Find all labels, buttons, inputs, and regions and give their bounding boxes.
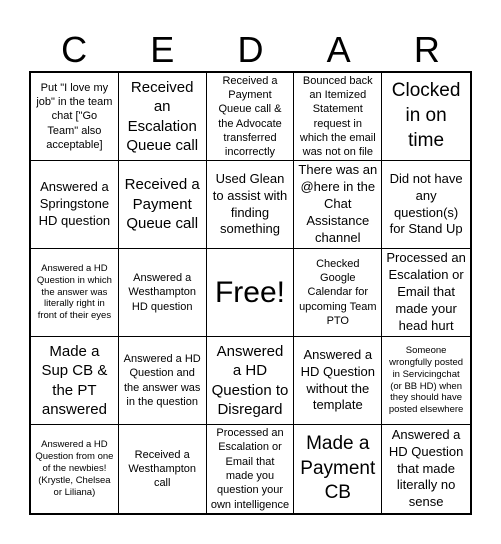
free-space-text: Free! — [214, 275, 285, 309]
bingo-cell-1-5[interactable] — [382, 73, 470, 161]
bingo-cell-2-1[interactable] — [31, 161, 119, 249]
bingo-cell-1-2[interactable] — [119, 73, 207, 161]
cell-text: Received a Payment Queue call — [124, 176, 200, 233]
bingo-cell-5-4[interactable] — [294, 425, 382, 513]
header-letter-a: A — [326, 29, 351, 70]
header-letter-e: E — [150, 29, 175, 70]
cell-text: Answered a HD Question that made literally no sense — [388, 426, 464, 510]
header-letter-d: D — [237, 29, 264, 70]
cell-text: Processed an Escalation or Email that made you question your own intelligence — [210, 427, 290, 511]
bingo-header — [30, 28, 471, 72]
cell-text: Answered a HD Question without the template — [300, 346, 375, 413]
bingo-cell-4-3[interactable] — [207, 337, 295, 425]
header-letter-r: R — [413, 29, 440, 70]
cell-text: Received a Payment Queue call & the Advocate transferred incorrectly — [218, 74, 282, 159]
bingo-cell-5-3[interactable] — [207, 425, 295, 513]
cell-text: There was an @here in the Chat Assistance channel — [298, 162, 378, 245]
cell-text: Answered a HD Question in which the answer was literally right in front of their eyes — [36, 262, 112, 322]
bingo-cell-4-4[interactable] — [294, 337, 382, 425]
bingo-cell-5-5[interactable] — [382, 425, 470, 513]
bingo-cell-2-3[interactable] — [207, 161, 295, 249]
cell-text: Clocked in on time — [391, 80, 461, 151]
header-letter-c: C — [61, 29, 88, 70]
cell-text: Someone wrongfully posted in Servicingchat (or BB HD) when they should have posted elsewhere — [388, 344, 464, 416]
bingo-cell-5-1[interactable] — [31, 425, 119, 513]
bingo-cell-4-5[interactable] — [382, 337, 470, 425]
bingo-cell-3-5[interactable] — [382, 249, 470, 337]
cell-text: Received a Westhampton call — [128, 448, 197, 490]
bingo-cell-3-2[interactable] — [119, 249, 207, 337]
cell-text: Made a Sup CB & the PT answered — [41, 342, 108, 418]
bingo-cell-2-2[interactable] — [119, 161, 207, 249]
cell-text: Checked Google Calendar for upcoming Team PTO — [299, 257, 377, 327]
cell-text: Answered a HD Question and the answer was in the question — [123, 352, 201, 408]
bingo-board — [29, 71, 472, 515]
bingo-cell-3-1[interactable] — [31, 249, 119, 337]
cell-text: Used Glean to assist with finding something — [212, 170, 288, 237]
cell-text: Made a Payment CB — [300, 432, 376, 504]
bingo-cell-2-5[interactable] — [382, 161, 470, 249]
bingo-cell-1-3[interactable] — [207, 73, 295, 161]
cell-text: Processed an Escalation or Email that made your head hurt — [386, 250, 466, 333]
cell-text: Answered a HD Question from one of the newbies! (Krystle, Chelsea or Liliana) — [35, 439, 114, 498]
bingo-cell-3-4[interactable] — [294, 249, 382, 337]
bingo-cell-4-1[interactable] — [31, 337, 119, 425]
bingo-cell-4-2[interactable] — [119, 337, 207, 425]
cell-text: Did not have any question(s) for Stand Up — [389, 170, 463, 237]
cell-text: Received an Escalation Queue call — [126, 78, 199, 154]
cell-text: Answered a HD Question to Disregard — [211, 342, 289, 418]
bingo-cell-1-4[interactable] — [294, 73, 382, 161]
cell-text: Answered a Westhampton HD question — [128, 272, 197, 313]
cell-text: Put "I love my job" in the team chat ["Go Team" also acceptable] — [36, 81, 113, 151]
bingo-cell-free[interactable] — [207, 249, 295, 337]
cell-text: Answered a Springstone HD question — [38, 179, 111, 228]
bingo-cell-1-1[interactable] — [31, 73, 119, 161]
bingo-cell-5-2[interactable] — [119, 425, 207, 513]
cell-text: Bounced back an Itemized Statement request in which the email was not on file — [299, 74, 376, 159]
bingo-cell-2-4[interactable] — [294, 161, 382, 249]
